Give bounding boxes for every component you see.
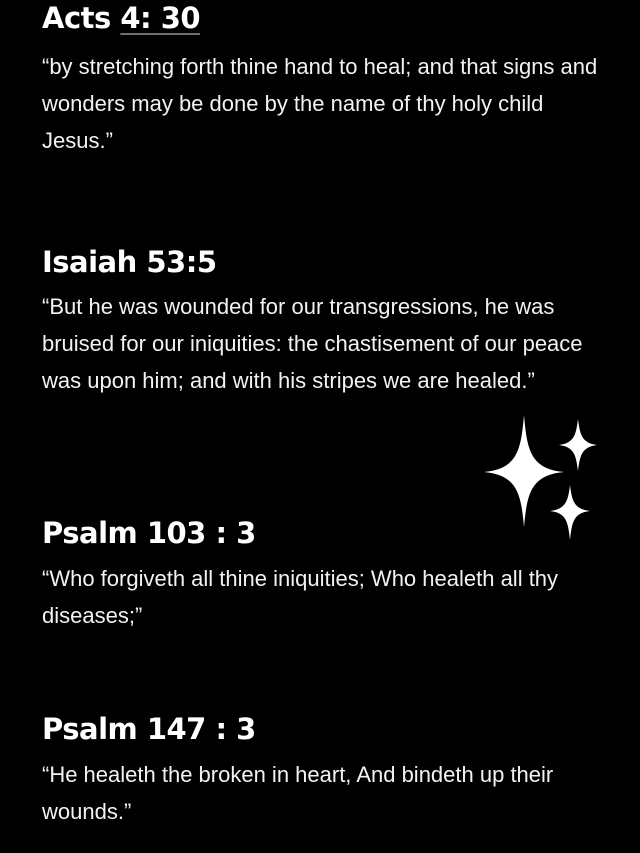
verse-reference: Psalm 103 : 3 xyxy=(42,516,256,550)
sparkle-large-icon xyxy=(484,415,564,527)
verse-acts-4-30 xyxy=(42,0,602,159)
verse-reference: Psalm 147 : 3 xyxy=(42,712,256,746)
verse-isaiah-53-5 xyxy=(42,244,602,399)
verse-psalm-147-3 xyxy=(42,711,602,830)
verse-text: “Who forgiveth all thine iniquities; Who healeth all thy diseases;” xyxy=(42,566,559,628)
sparkle-small-top-icon xyxy=(559,419,597,471)
verse-reference: Isaiah 53:5 xyxy=(42,245,217,279)
verse-text: “But he was wounded for our transgressions, he was bruised for our iniquities: the chastisement of our peace was upon him; and with his stripes we are healed.” xyxy=(42,294,583,393)
sparkles-icon xyxy=(484,415,604,545)
sparkle-small-bottom-icon xyxy=(550,485,590,540)
verse-text: “by stretching forth thine hand to heal; and that signs and wonders may be done by the name of thy holy child Jesus.” xyxy=(42,54,598,153)
verse-reference xyxy=(42,0,602,36)
reference-book: Acts xyxy=(42,1,121,35)
verse-text: “He healeth the broken in heart, And bindeth up their wounds.” xyxy=(42,762,554,824)
reference-chapter-verse: 4: 30 xyxy=(120,1,201,35)
